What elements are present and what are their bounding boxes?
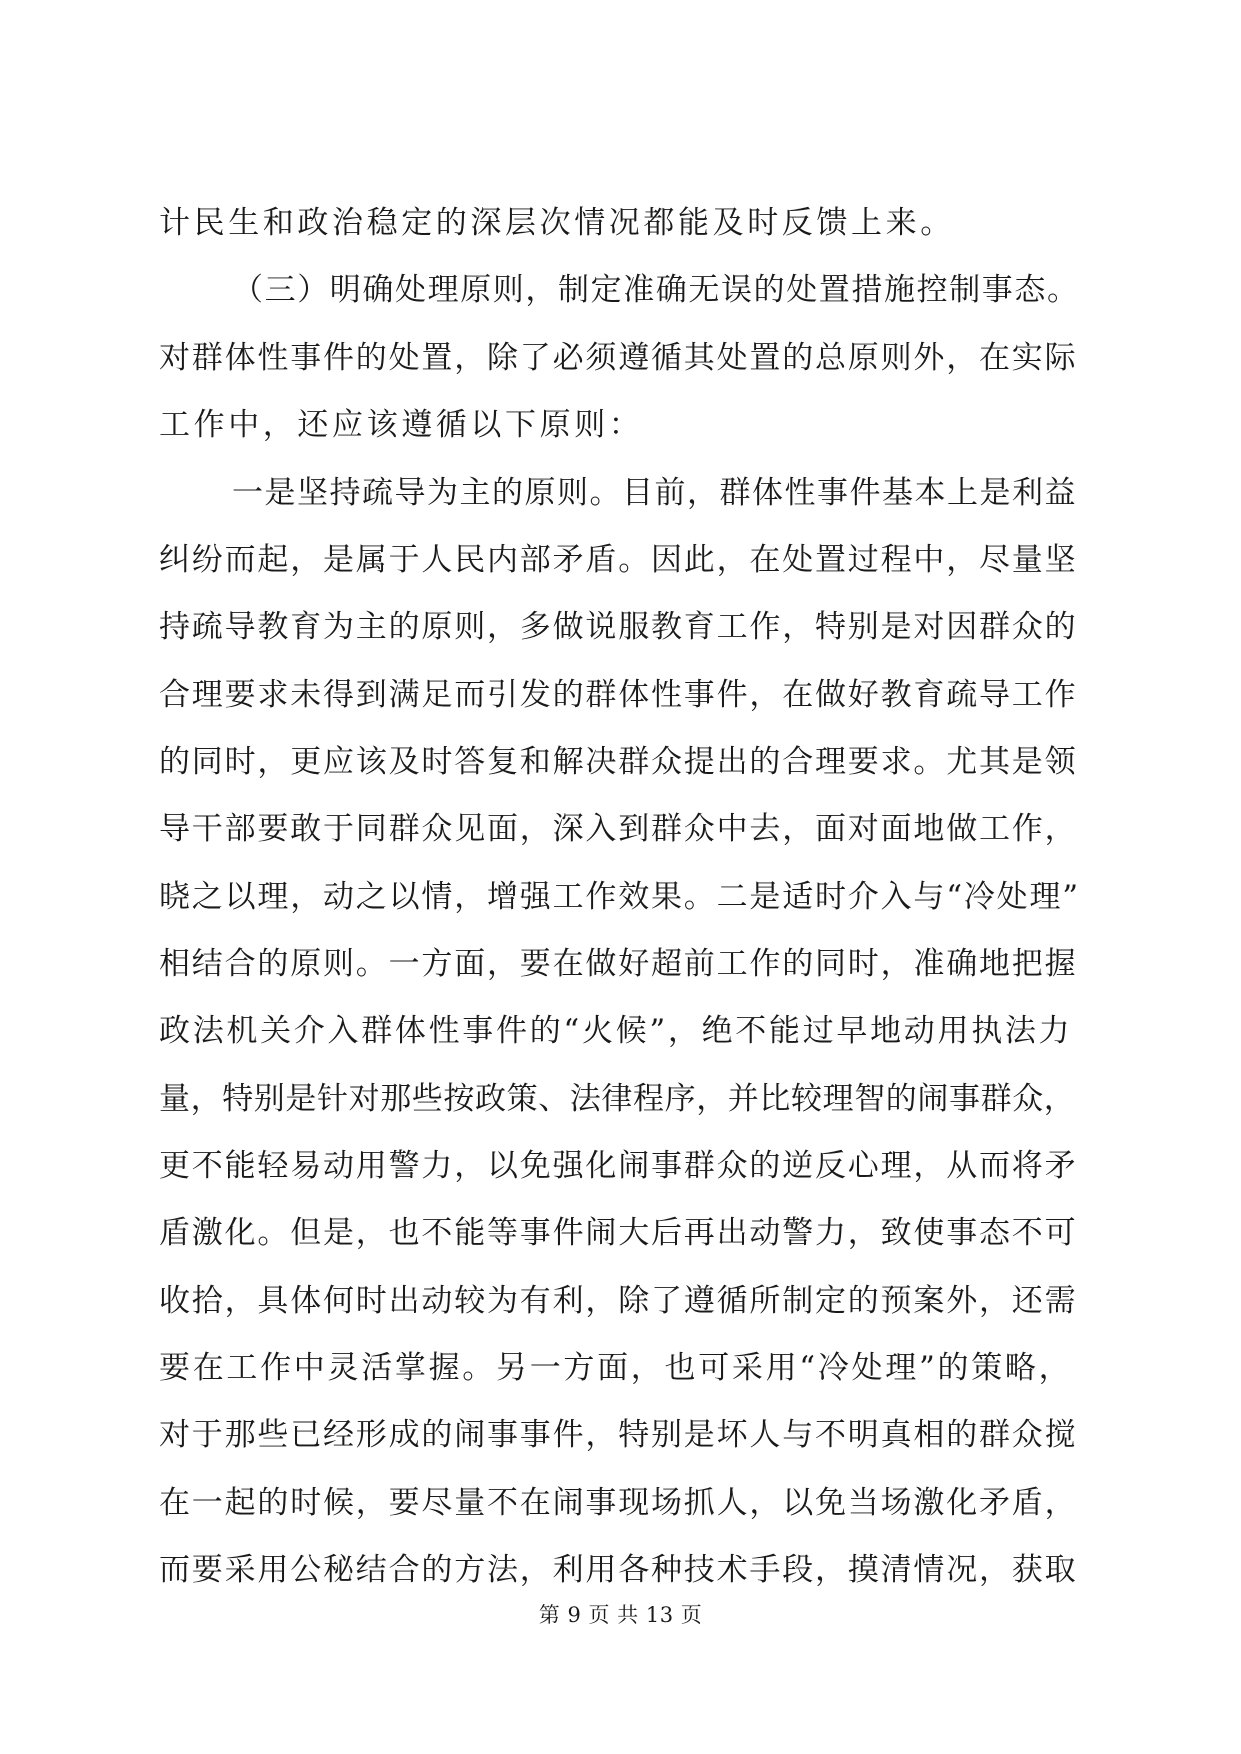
body-text-line: 计民生和政治稳定的深层次情况都能及时反馈上来。 bbox=[159, 205, 955, 241]
section-heading: （三）明确处理原则，制定准确无误的处置措施控制事态。 bbox=[232, 272, 1080, 308]
body-text-line: 晓之以理，动之以情，增强工作效果。二是适时介入与“冷处理” bbox=[159, 879, 1080, 915]
body-text-line: 对群体性事件的处置，除了必须遵循其处置的总原则外，在实际 bbox=[159, 340, 1078, 376]
page-footer: 第 9 页 共 13 页 bbox=[538, 1603, 703, 1627]
body-text-line: 盾激化。但是，也不能等事件闹大后再出动警力，致使事态不可 bbox=[159, 1215, 1078, 1251]
body-text-line: 对于那些已经形成的闹事事件，特别是坏人与不明真相的群众搅 bbox=[159, 1417, 1078, 1453]
body-text-line: 导干部要敢于同群众见面，深入到群众中去，面对面地做工作， bbox=[159, 811, 1078, 847]
body-text-line: 相结合的原则。一方面，要在做好超前工作的同时，准确地把握 bbox=[159, 946, 1078, 982]
body-text-line: 量，特别是针对那些按政策、法律程序，并比较理智的闹事群众， bbox=[159, 1081, 1076, 1117]
body-text-line: 持疏导教育为主的原则，多做说服教育工作，特别是对因群众的 bbox=[159, 609, 1078, 645]
body-text-line: 而要采用公秘结合的方法，利用各种技术手段，摸清情况，获取 bbox=[159, 1552, 1078, 1588]
body-text-line: 合理要求未得到满足而引发的群体性事件，在做好教育疏导工作 bbox=[159, 677, 1078, 713]
body-text-line: 要在工作中灵活掌握。另一方面，也可采用“冷处理”的策略， bbox=[159, 1350, 1073, 1386]
body-text-line: 政法机关介入群体性事件的“火候”，绝不能过早地动用执法力 bbox=[159, 1013, 1073, 1049]
body-text-line: 在一起的时候，要尽量不在闹事现场抓人，以免当场激化矛盾， bbox=[159, 1485, 1078, 1521]
body-text-line: 的同时，更应该及时答复和解决群众提出的合理要求。尤其是领 bbox=[159, 744, 1078, 780]
body-text-line: 工作中，还应该遵循以下原则： bbox=[159, 407, 644, 443]
paragraph-first-line: 一是坚持疏导为主的原则。目前，群体性事件基本上是利益 bbox=[232, 475, 1077, 511]
body-text-line: 收拾，具体何时出动较为有利，除了遵循所制定的预案外，还需 bbox=[159, 1283, 1078, 1319]
body-text-line: 更不能轻易动用警力，以免强化闹事群众的逆反心理，从而将矛 bbox=[159, 1148, 1078, 1184]
body-text-line: 纠纷而起，是属于人民内部矛盾。因此，在处置过程中，尽量坚 bbox=[159, 542, 1078, 578]
